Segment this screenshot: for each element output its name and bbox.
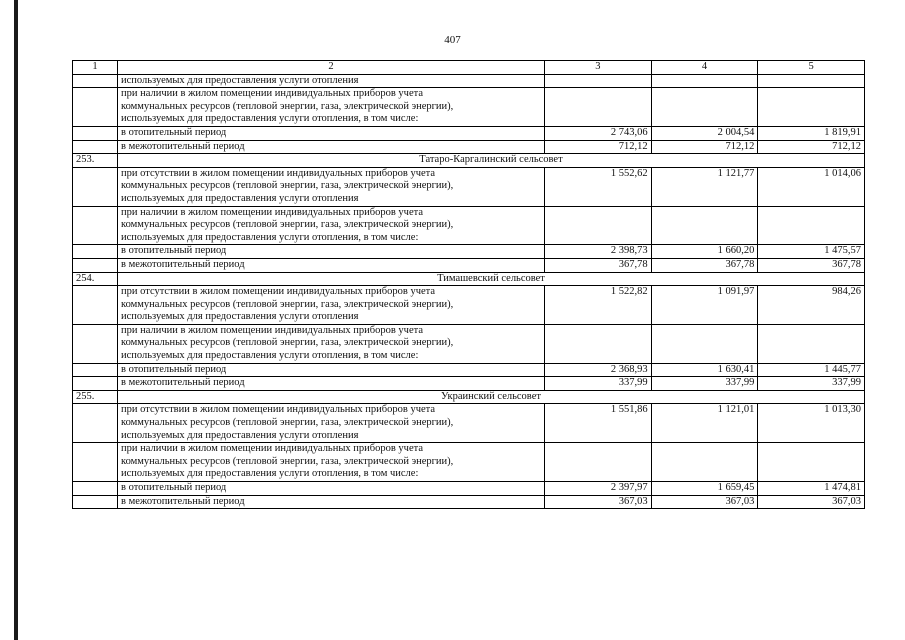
description-line: коммунальных ресурсов (тепловой энергии, газа, электрической энергии), — [121, 455, 454, 467]
value-col-5 — [758, 74, 865, 88]
column-header-3: 3 — [545, 61, 652, 75]
row-number-cell — [73, 363, 118, 377]
description-line: при наличии в жилом помещении индивидуальных приборов учета — [121, 88, 423, 100]
value-col-5: 367,78 — [758, 258, 865, 272]
table-row — [73, 377, 865, 391]
description-line: при отсутствии в жилом помещении индивидуальных приборов учета — [121, 286, 436, 298]
section-row — [73, 154, 865, 168]
row-number-cell — [73, 324, 118, 363]
value-col-5: 1 475,57 — [758, 245, 865, 259]
table-row — [73, 206, 865, 245]
description-line: при наличии в жилом помещении индивидуальных приборов учета — [121, 324, 423, 336]
description-line: используемых для предоставления услуги отопления, в том числе: — [121, 468, 419, 480]
value-col-4: 1 121,01 — [651, 404, 758, 443]
value-col-3: 2 398,73 — [545, 245, 652, 259]
table-row — [73, 140, 865, 154]
value-col-5: 1 013,30 — [758, 404, 865, 443]
table-row — [73, 482, 865, 496]
value-col-5: 337,99 — [758, 377, 865, 391]
row-number-cell — [73, 245, 118, 259]
row-description — [118, 167, 545, 206]
value-col-5 — [758, 324, 865, 363]
page-number: 407 — [444, 34, 461, 46]
tariff-table — [72, 60, 865, 509]
section-number: 253. — [73, 154, 118, 168]
row-number-cell — [73, 404, 118, 443]
row-number-cell — [73, 495, 118, 509]
value-col-4 — [651, 74, 758, 88]
description-line: при отсутствии в жилом помещении индивидуальных приборов учета — [121, 167, 436, 179]
value-col-4 — [651, 206, 758, 245]
row-number-cell — [73, 126, 118, 140]
row-description — [118, 443, 545, 482]
section-row — [73, 272, 865, 286]
table-row — [73, 258, 865, 272]
value-col-3: 337,99 — [545, 377, 652, 391]
column-header-5: 5 — [758, 61, 865, 75]
value-col-4: 367,78 — [651, 258, 758, 272]
row-description: используемых для предоставления услуги отопления — [118, 74, 545, 88]
value-col-5 — [758, 443, 865, 482]
value-col-3 — [545, 324, 652, 363]
section-number: 255. — [73, 390, 118, 404]
value-col-3 — [545, 206, 652, 245]
row-description: в межотопительный период — [118, 495, 545, 509]
row-description: в отопительный период — [118, 245, 545, 259]
value-col-3 — [545, 443, 652, 482]
value-col-5: 1 445,77 — [758, 363, 865, 377]
table-row — [73, 126, 865, 140]
row-number-cell — [73, 206, 118, 245]
row-description — [118, 88, 545, 127]
section-title: Тимашевский сельсовет — [118, 272, 865, 286]
value-col-4: 1 630,41 — [651, 363, 758, 377]
value-col-5: 1 474,81 — [758, 482, 865, 496]
description-line: при отсутствии в жилом помещении индивидуальных приборов учета — [121, 404, 436, 416]
table-row — [73, 88, 865, 127]
value-col-5: 367,03 — [758, 495, 865, 509]
value-col-3: 1 522,82 — [545, 286, 652, 325]
row-description: в отопительный период — [118, 363, 545, 377]
value-col-4: 337,99 — [651, 377, 758, 391]
row-number-cell — [73, 258, 118, 272]
section-row — [73, 390, 865, 404]
row-description: в межотопительный период — [118, 140, 545, 154]
table-row — [73, 443, 865, 482]
value-col-3: 2 368,93 — [545, 363, 652, 377]
value-col-4: 1 660,20 — [651, 245, 758, 259]
description-line: коммунальных ресурсов (тепловой энергии, газа, электрической энергии), — [121, 219, 454, 231]
description-line: коммунальных ресурсов (тепловой энергии, газа, электрической энергии), — [121, 417, 454, 429]
table-row — [73, 245, 865, 259]
row-description: в межотопительный период — [118, 258, 545, 272]
value-col-5: 712,12 — [758, 140, 865, 154]
value-col-4: 1 121,77 — [651, 167, 758, 206]
value-col-4 — [651, 443, 758, 482]
description-line: используемых для предоставления услуги отопления — [121, 192, 359, 204]
value-col-5 — [758, 88, 865, 127]
value-col-3 — [545, 74, 652, 88]
value-col-3: 367,03 — [545, 495, 652, 509]
row-description: в межотопительный период — [118, 377, 545, 391]
tariff-table-body — [73, 61, 865, 509]
value-col-3 — [545, 88, 652, 127]
row-description — [118, 324, 545, 363]
row-description — [118, 206, 545, 245]
row-description: в отопительный период — [118, 482, 545, 496]
section-title: Украинский сельсовет — [118, 390, 865, 404]
column-header-2: 2 — [118, 61, 545, 75]
description-line: используемых для предоставления услуги отопления — [121, 311, 359, 323]
value-col-4 — [651, 324, 758, 363]
value-col-4: 367,03 — [651, 495, 758, 509]
value-col-5 — [758, 206, 865, 245]
row-number-cell — [73, 88, 118, 127]
value-col-3: 1 551,86 — [545, 404, 652, 443]
row-number-cell — [73, 286, 118, 325]
row-description: в отопительный период — [118, 126, 545, 140]
value-col-5: 1 819,91 — [758, 126, 865, 140]
table-row — [73, 495, 865, 509]
value-col-4: 1 091,97 — [651, 286, 758, 325]
row-number-cell — [73, 377, 118, 391]
description-line: используемых для предоставления услуги отопления, в том числе: — [121, 350, 419, 362]
description-line: коммунальных ресурсов (тепловой энергии, газа, электрической энергии), — [121, 180, 454, 192]
value-col-3: 2 397,97 — [545, 482, 652, 496]
row-number-cell — [73, 443, 118, 482]
column-header-1: 1 — [73, 61, 118, 75]
value-col-5: 1 014,06 — [758, 167, 865, 206]
description-line: используемых для предоставления услуги отопления, в том числе: — [121, 231, 419, 243]
value-col-3: 2 743,06 — [545, 126, 652, 140]
description-line: коммунальных ресурсов (тепловой энергии, газа, электрической энергии), — [121, 100, 454, 112]
value-col-4: 1 659,45 — [651, 482, 758, 496]
table-row — [73, 404, 865, 443]
row-number-cell — [73, 140, 118, 154]
section-title: Татаро-Каргалинский сельсовет — [118, 154, 865, 168]
column-header-row — [73, 61, 865, 75]
row-number-cell — [73, 74, 118, 88]
description-line: коммунальных ресурсов (тепловой энергии, газа, электрической энергии), — [121, 298, 454, 310]
row-number-cell — [73, 167, 118, 206]
value-col-3: 1 552,62 — [545, 167, 652, 206]
table-row — [73, 286, 865, 325]
table-row — [73, 363, 865, 377]
row-description — [118, 286, 545, 325]
table-row — [73, 324, 865, 363]
value-col-3: 712,12 — [545, 140, 652, 154]
value-col-4 — [651, 88, 758, 127]
value-col-4: 712,12 — [651, 140, 758, 154]
section-number: 254. — [73, 272, 118, 286]
table-row — [73, 167, 865, 206]
description-line: используемых для предоставления услуги отопления, в том числе: — [121, 113, 419, 125]
value-col-4: 2 004,54 — [651, 126, 758, 140]
row-number-cell — [73, 482, 118, 496]
row-description — [118, 404, 545, 443]
value-col-5: 984,26 — [758, 286, 865, 325]
description-line: при наличии в жилом помещении индивидуальных приборов учета — [121, 206, 423, 218]
value-col-3: 367,78 — [545, 258, 652, 272]
description-line: коммунальных ресурсов (тепловой энергии, газа, электрической энергии), — [121, 337, 454, 349]
description-line: при наличии в жилом помещении индивидуальных приборов учета — [121, 443, 423, 455]
description-line: используемых для предоставления услуги отопления — [121, 429, 359, 441]
scan-edge-line — [14, 0, 18, 640]
column-header-4: 4 — [651, 61, 758, 75]
table-row — [73, 74, 865, 88]
